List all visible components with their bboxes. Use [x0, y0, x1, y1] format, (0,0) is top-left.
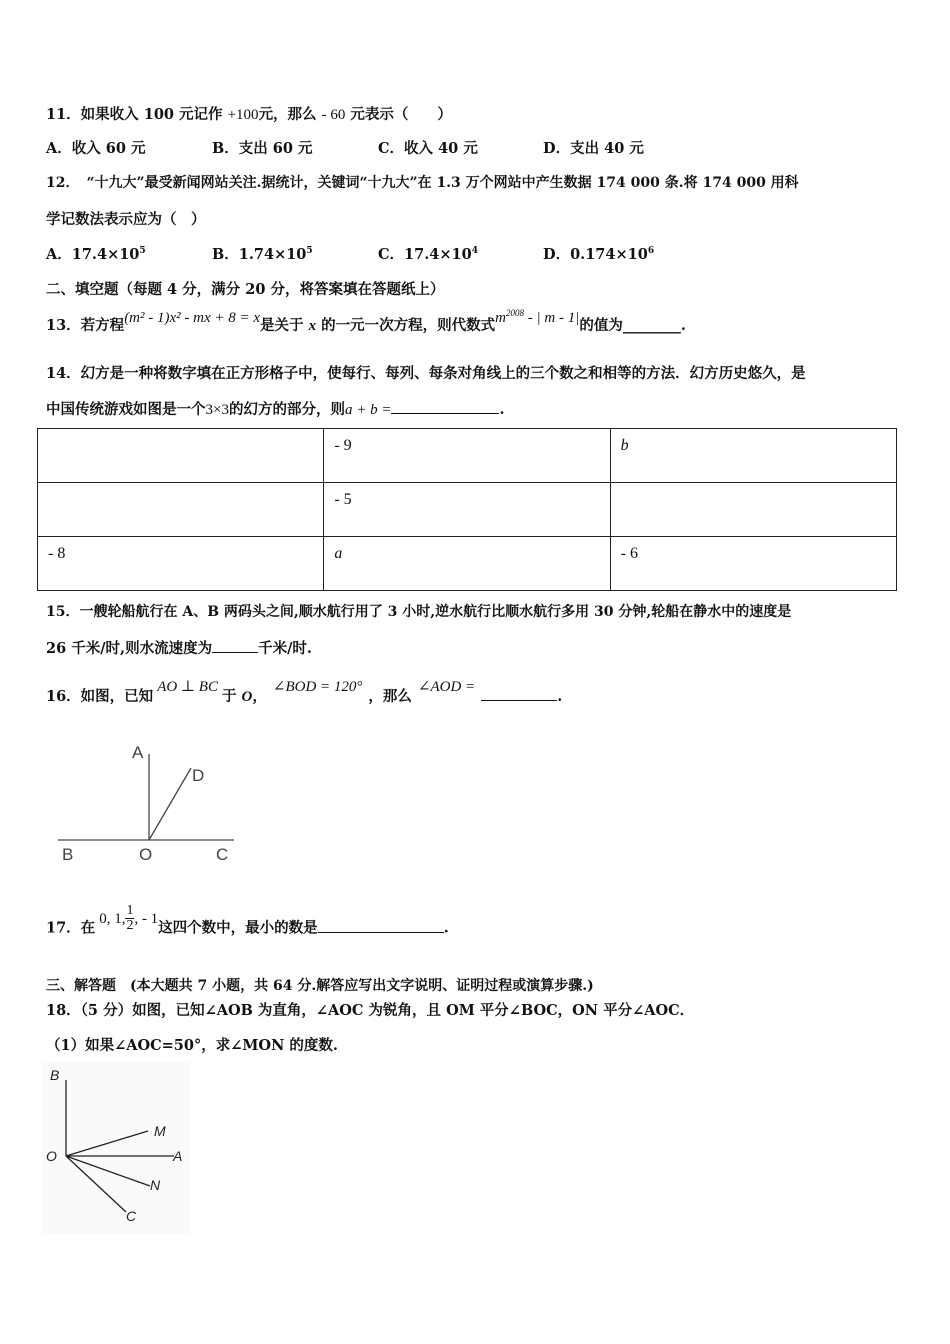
magic-cell: - 6: [610, 537, 896, 591]
fig18-label-b: B: [50, 1067, 60, 1083]
q15-stem-line2: 26 千米/时,则水流速度为 千米/时.: [46, 640, 312, 657]
fig18-label-m: M: [154, 1123, 166, 1139]
fig18-label-c: C: [126, 1208, 137, 1224]
q14-stem-line2: 中国传统游戏如图是一个3×3的幻方的部分，则a + b = .: [46, 401, 505, 418]
magic-cell: - 9: [324, 429, 610, 483]
fig16-label-a: A: [132, 743, 144, 762]
q12-option-d: D．$0.174\times 10^6$: [543, 246, 655, 263]
q18-stem-line2: （1）如果∠AOC=50°，求∠MON 的度数.: [46, 1037, 338, 1054]
fig16-label-b: B: [62, 845, 74, 864]
magic-cell: [610, 483, 896, 537]
magic-cell: [38, 483, 324, 537]
q17-stem: 17．在0, 1, $\frac{1}{2}$ , - 1这四个数中，最小的数是 .: [46, 903, 449, 937]
q13-expression: $m^{2008}$ - | m - 1|: [495, 308, 580, 326]
table-row: [38, 483, 897, 537]
q11-stem: 11．如果收入 100 元记作 +100元，那么 - 60 元表示（ ）: [46, 106, 452, 123]
q14-stem-line1: 14．幻方是一种将数字填在正方形格子中，使每行、每列、每条对角线上的三个数之和相等的方法．幻方历史悠久，是: [46, 365, 806, 382]
q12-stem-line2: 学记数法表示应为（ ）: [46, 211, 206, 228]
one-half-fraction: $\frac{1}{2}$: [126, 903, 134, 933]
q11-option-d: D．支出 40 元: [543, 140, 644, 157]
figure-16: [52, 734, 252, 866]
q12-option-a: A．$17.4\times 10^5$: [46, 246, 146, 263]
table-row: [38, 537, 897, 591]
q11-option-a: A．收入 60 元: [46, 140, 146, 157]
figure-18: [42, 1062, 190, 1234]
fig16-label-o: O: [139, 845, 153, 864]
q15-stem-line1: 15．一艘轮船航行在 A、B 两码头之间,顺水航行用了 3 小时,逆水航行比顺水航行多用 30 分钟,轮船在静水中的速度是: [46, 604, 792, 620]
fig16-label-d: D: [192, 766, 205, 785]
section-3-heading: 三、解答题 (本大题共 7 小题，共 64 分.解答应写出文字说明、证明过程或演算步骤.): [46, 978, 594, 994]
fig18-label-n: N: [150, 1177, 161, 1193]
magic-cell: b: [610, 429, 896, 483]
q12-stem-line1: 12． “十九大”最受新闻网站关注.据统计，关键词“十九大”在 1.3 万个网站中产生数据 174 000 条.将 174 000 用科: [46, 175, 799, 191]
magic-cell: [38, 429, 324, 483]
q11-option-c: C．收入 40 元: [378, 140, 478, 157]
q11-option-b: B．支出 60 元: [212, 140, 313, 157]
magic-cell: - 5: [324, 483, 610, 537]
q13-stem: 13．若方程(m² - 1)x² - mx + 8 = x是关于 x 的一元一次方程，则代数式$m^{2008}$ - | m - 1|的值为________.: [46, 308, 686, 334]
q13-equation: (m² - 1)x² - mx + 8 = x: [124, 310, 261, 326]
fig18-label-a: A: [173, 1148, 183, 1164]
fig16-label-c: C: [216, 845, 229, 864]
magic-cell: - 8: [38, 537, 324, 591]
q12-option-b: B．$1.74\times 10^5$: [212, 246, 313, 263]
magic-cell: a: [324, 537, 610, 591]
q12-option-c: C．$17.4\times 10^4$: [378, 246, 478, 263]
section-2-heading: 二、填空题（每题 4 分，满分 20 分，将答案填在答题纸上）: [46, 281, 445, 298]
fig18-label-o: O: [46, 1148, 57, 1164]
magic-square-table: [37, 428, 897, 591]
table-row: [38, 429, 897, 483]
q16-stem: 16．如图，已知AO ⊥ BC于 O，∠BOD = 120°，那么∠AOD =.: [46, 679, 563, 705]
q18-stem-line1: 18．（5 分）如图，已知∠AOB 为直角，∠AOC 为锐角，且 OM 平分∠BOC，ON 平分∠AOC．: [46, 1002, 695, 1019]
